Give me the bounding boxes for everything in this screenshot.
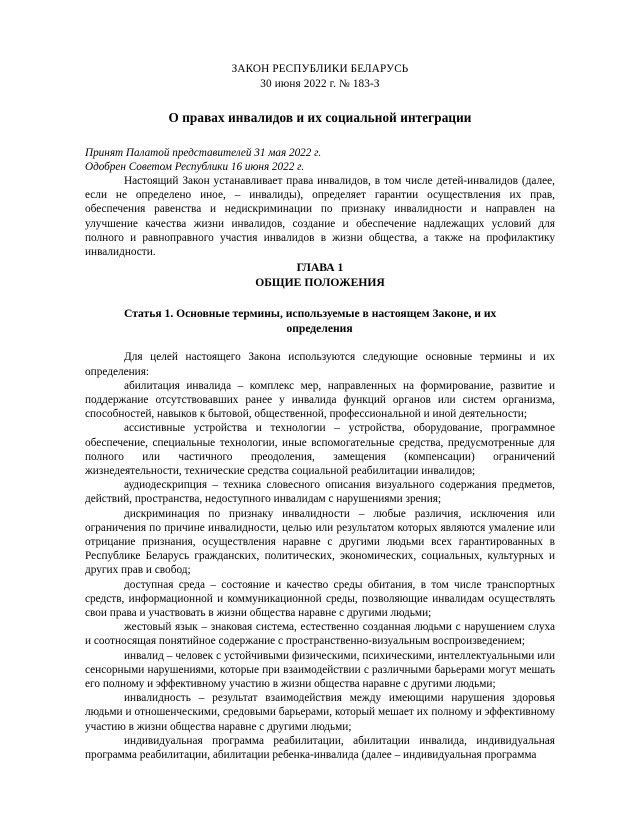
definition-paragraph: инвалид – человек с устойчивыми физическими, психическими, интеллектуальными или сенсорными нарушениями, которые при взаимодействии с различными барьерами могут мешать его полному и эффективному участию в жизни общества наравне с другими людьми; — [85, 649, 555, 691]
approved-by-council-of-republic: Одобрен Советом Республики 16 июня 2022 г. — [85, 161, 305, 173]
definition-paragraph: дискриминация по признаку инвалидности – любые различия, исключения или ограничения по причине инвалидности, целью или результатом которых являются умаление или отрицание признания, осуществления наравне с другими людьми всех гарантированных в Республике Беларусь гражданских, политических, экономических, социальных, культурных и других прав и свобод; — [85, 507, 555, 577]
article-heading — [124, 306, 551, 336]
chapter-heading — [85, 261, 555, 290]
definition-paragraph: жестовый язык – знаковая система, естественно созданная людьми с нарушением слуха и соотносящая понятийное содержание с пространственно-визуальным воспроизведением; — [85, 621, 555, 648]
definition-paragraph: аудиодескрипция – техника словесного описания визуального содержания предметов, действий, пространства, недоступного инвалидам с нарушениями зрения; — [85, 479, 555, 506]
chapter-name: ОБЩИЕ ПОЛОЖЕНИЯ — [255, 275, 385, 289]
adopted-by-house-of-representatives: Принят Палатой представителей 31 мая 2022 г. — [85, 147, 322, 159]
article-heading-line-2: определения — [286, 322, 353, 336]
article-intro-paragraph: Для целей настоящего Закона используются следующие основные термины и их определения: — [85, 351, 555, 378]
definition-paragraph: инвалидность – результат взаимодействия между имеющими нарушения здоровья людьми и отношенческими, средовыми барьерами, который мешает их полному и эффективному участию в жизни общества наравне с другими людьми; — [85, 692, 555, 733]
article-heading-line-1: Статья 1. Основные термины, используемые в настоящем Законе, и их — [124, 307, 497, 321]
definition-paragraph: ассистивные устройства и технологии – устройства, оборудование, программное обеспечение, специальные технологии, иные вспомогательные средства, предусмотренные для полного или частичного преодоления, замещения (компенсации) ограничений жизнедеятельности, технические средства социальной реабилитации инвалидов; — [85, 422, 555, 478]
definition-paragraph: абилитация инвалида – комплекс мер, направленных на формирование, развитие и поддержание отсутствовавших ранее у инвалида функций органов или систем организма, способностей, навыков к бытовой, общественной, профессиональной и иной деятельности; — [85, 379, 555, 421]
preamble-paragraph: Настоящий Закон устанавливает права инвалидов, в том числе детей-инвалидов (далее, если не определено иное, – инвалиды), определяет гарантии осуществления их прав, обеспечения равенства и недискриминации по признаку инвалидности и направлен на улучшение качества жизни инвалидов, создание и обеспечение надлежащих условий для полного и равноправного участия инвалидов в жизни общества, а также на профилактику инвалидности. — [85, 175, 555, 259]
law-date-number: 30 июня 2022 г. № 183-З — [260, 77, 380, 90]
adoption-block — [85, 146, 555, 174]
spacer — [85, 336, 555, 350]
chapter-number: ГЛАВА 1 — [296, 261, 344, 275]
definition-paragraph: индивидуальная программа реабилитации, абилитации инвалида, индивидуальная программа реабилитации, абилитации ребенка-инвалида (далее – индивидуальная программа — [85, 734, 555, 762]
law-label: ЗАКОН РЕСПУБЛИКИ БЕЛАРУСЬ — [231, 63, 409, 75]
law-header — [85, 62, 555, 91]
page-title: О правах инвалидов и их социальной интеграции — [168, 110, 472, 125]
document-content — [85, 0, 555, 762]
definition-paragraph: доступная среда – состояние и качество среды обитания, в том числе транспортных средств, информационной и коммуникационной среды, позволяющие инвалидам осуществлять свои права и участвовать в жизни общества наравне с другими людьми; — [85, 578, 555, 620]
